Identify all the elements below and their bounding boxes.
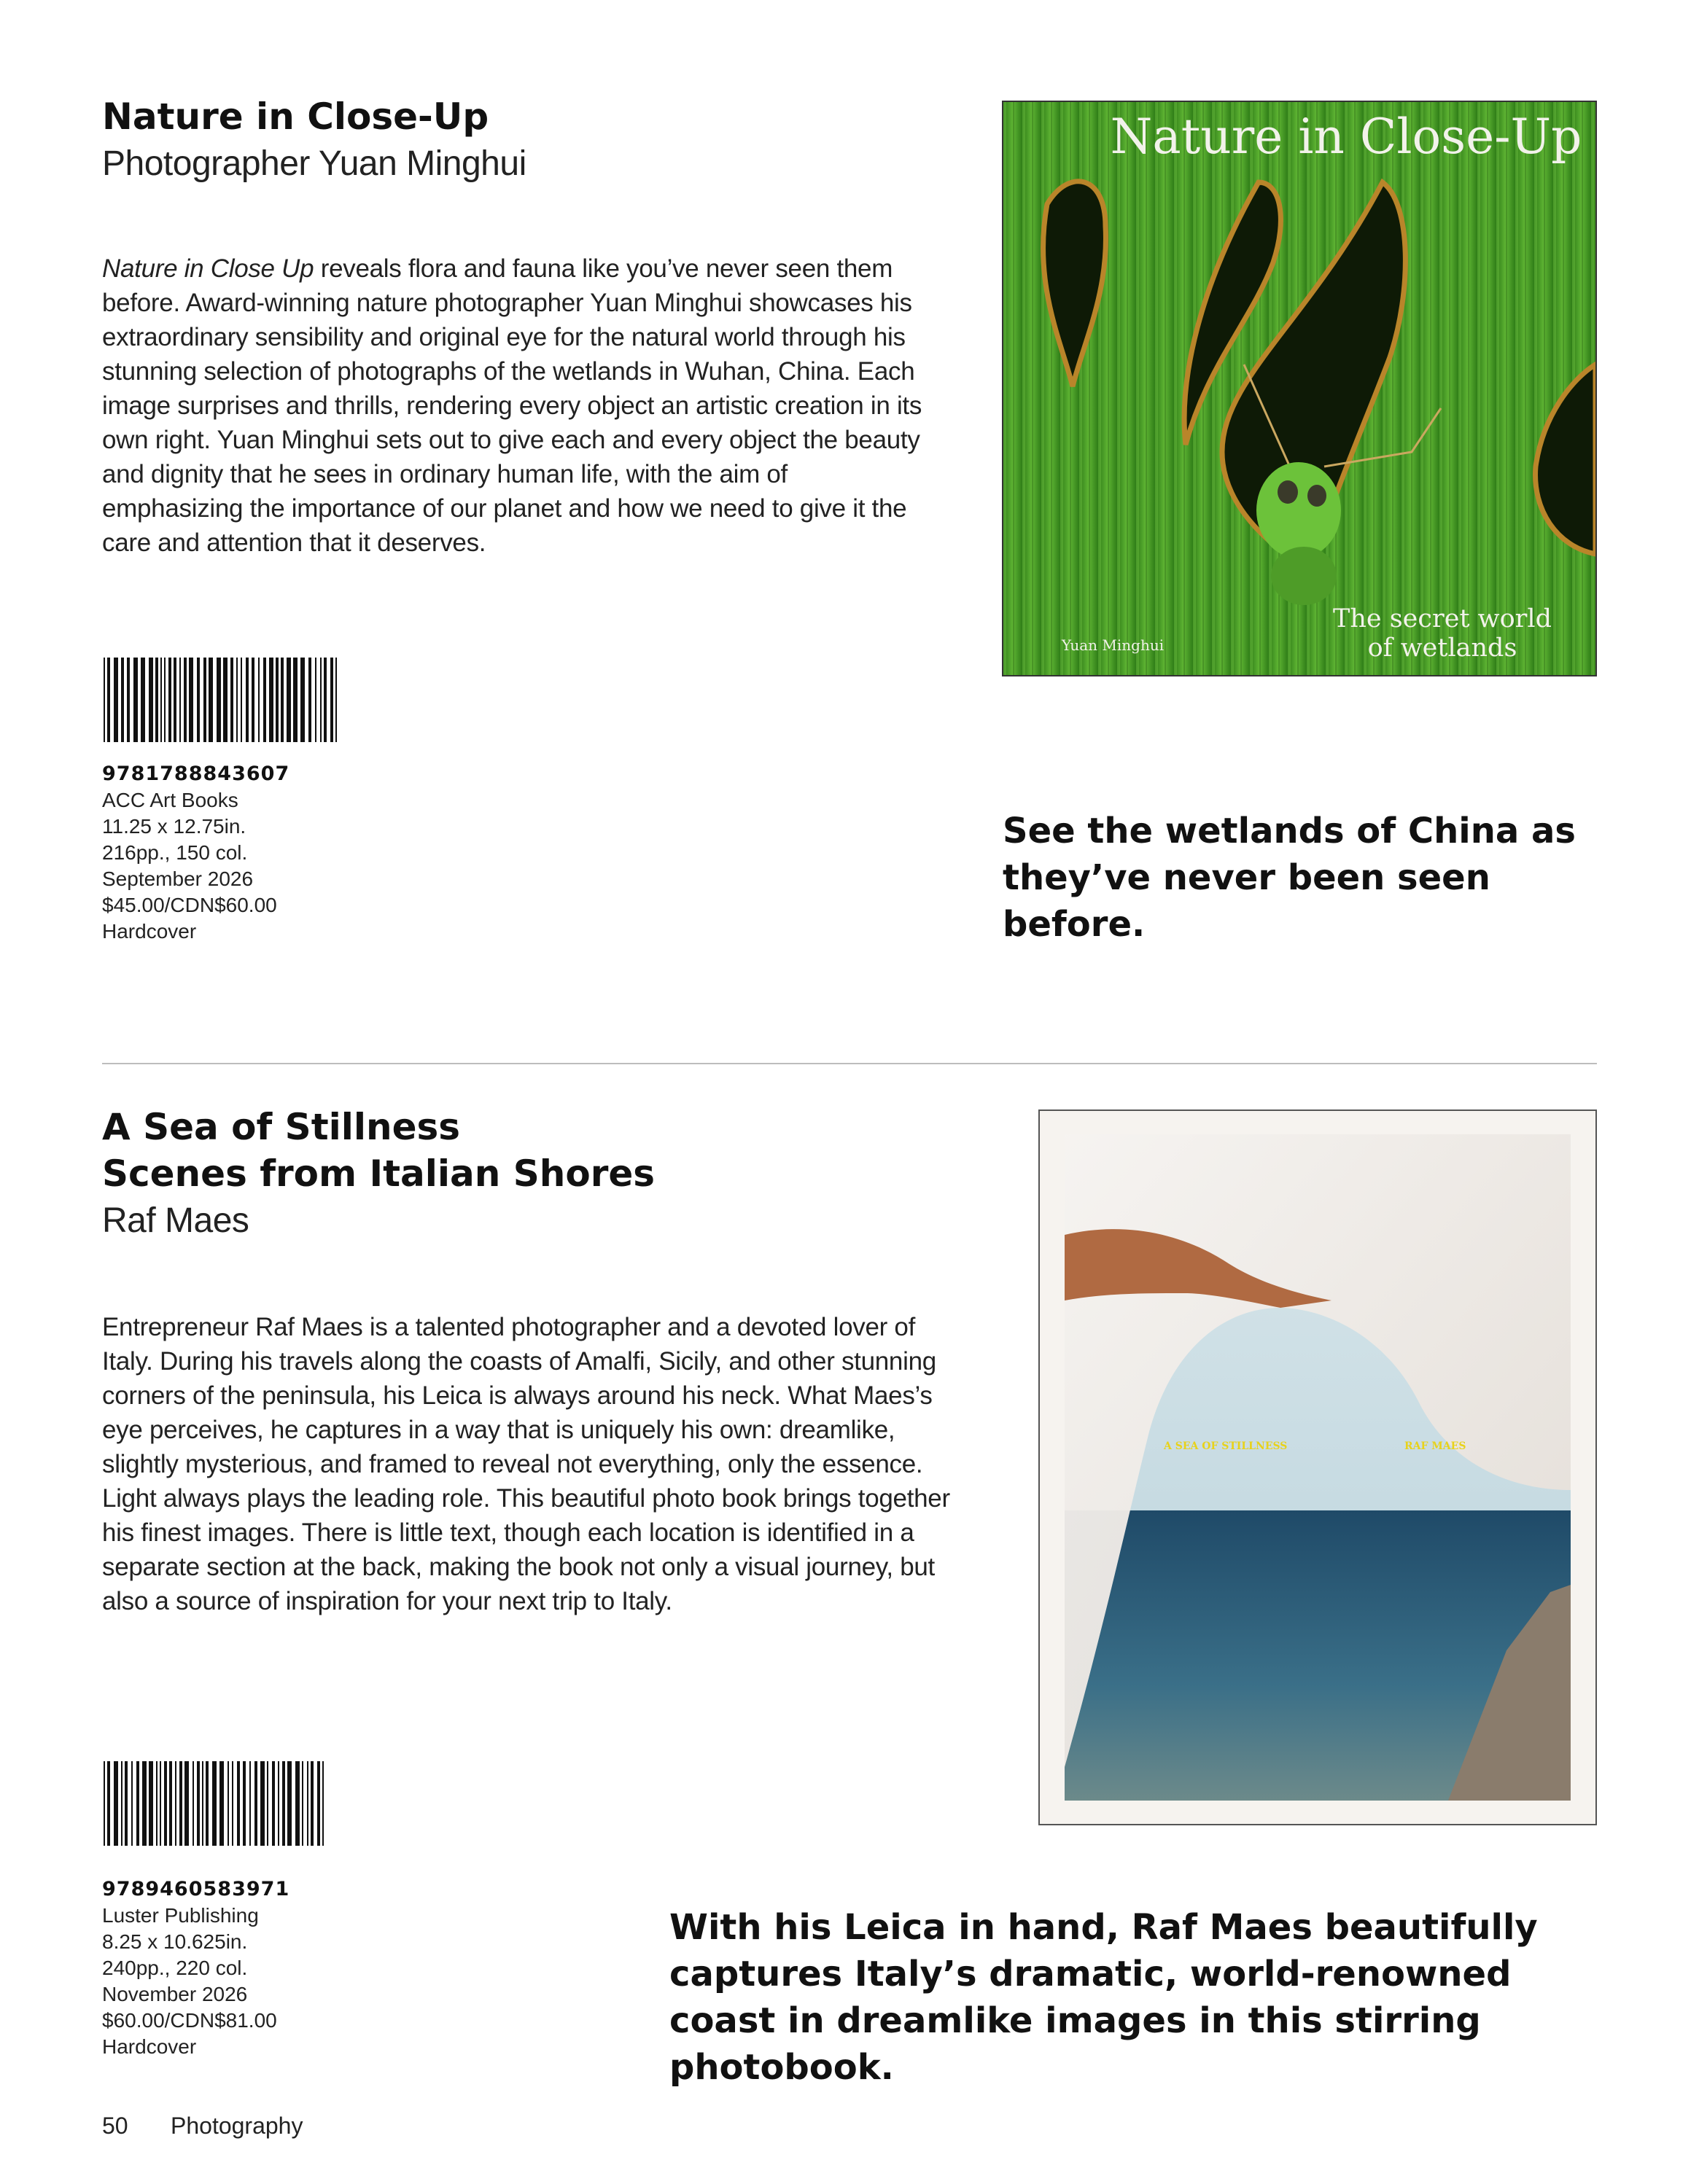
book1-publisher: ACC Art Books [102, 789, 238, 811]
barcode-bar [133, 658, 138, 742]
book2-cover [1038, 1109, 1597, 1825]
book2-dimensions: 8.25 x 10.625in. [102, 1930, 248, 1953]
barcode-bar [189, 658, 193, 742]
book1-dimensions: 11.25 x 12.75in. [102, 815, 246, 838]
barcode-bar [184, 658, 187, 742]
barcode-bar [252, 658, 254, 742]
barcode-bar [322, 1761, 324, 1846]
barcode-bar [184, 1761, 189, 1846]
barcode-bar [212, 1761, 217, 1846]
barcode-bar [206, 1761, 209, 1846]
barcode-bar [203, 658, 206, 742]
barcode-bar [269, 658, 273, 742]
barcode-bar [258, 658, 260, 742]
book1-cover-author: Yuan Minghui [1061, 636, 1165, 654]
barcode-bar [127, 658, 130, 742]
barcode-bar [160, 658, 162, 742]
barcode-bar [324, 658, 327, 742]
book2-title-1: A Sea of Stillness [102, 1106, 461, 1148]
barcode-bar [217, 658, 221, 742]
book1-pages: 216pp., 150 col. [102, 841, 248, 864]
barcode-bar [179, 1761, 182, 1846]
barcode-bar [121, 658, 124, 742]
book1-isbn: 9781788843607 [102, 763, 290, 785]
book2-format: Hardcover [102, 2035, 197, 2058]
barcode-bar [149, 658, 153, 742]
section-name: Photography [171, 2113, 303, 2139]
book2-price: $60.00/CDN$81.00 [102, 2009, 277, 2032]
barcode-bar [315, 658, 316, 742]
barcode-bar [125, 1761, 128, 1846]
book2-barcode [104, 1761, 351, 1846]
book1-description-italic: Nature in Close Up [102, 254, 314, 283]
book2-title-2: Scenes from Italian Shores [102, 1153, 656, 1195]
barcode-bar [320, 658, 322, 742]
barcode-bar [302, 1761, 303, 1846]
book1-format: Hardcover [102, 920, 197, 943]
barcode-bar [197, 1761, 200, 1846]
barcode-bar [219, 1761, 224, 1846]
barcode-bar [311, 1761, 314, 1846]
barcode-bar [300, 658, 305, 742]
section-divider [102, 1063, 1597, 1064]
barcode-bar [249, 1761, 251, 1846]
book1-cover-title: Nature in Close-Up [1110, 109, 1582, 165]
barcode-bar [260, 1761, 265, 1846]
barcode-bar [237, 1761, 240, 1846]
book1-pull-quote: See the wetlands of China as they’ve never been seen before. [1003, 811, 1576, 945]
barcode-bar [254, 1761, 257, 1846]
book1-details [102, 761, 289, 945]
barcode-bar [287, 658, 291, 742]
barcode-bar [149, 1761, 153, 1846]
barcode-bar [121, 1761, 123, 1846]
book1-author: Photographer Yuan Minghui [102, 144, 526, 183]
barcode-bar [293, 658, 298, 742]
barcode-bar [164, 1761, 167, 1846]
barcode-bar [317, 1761, 320, 1846]
barcode-bar [307, 1761, 308, 1846]
barcode-bar [179, 658, 181, 742]
book2-pull-quote: With his Leica in hand, Raf Maes beautifully captures Italy’s dramatic, world-renowned coast in dreamlike images in this stirring photobook. [669, 1907, 1538, 2088]
barcode-bar [246, 658, 249, 742]
book1-cover-tagline-2: of wetlands [1367, 633, 1517, 663]
barcode-bar [281, 658, 284, 742]
barcode-bar [175, 1761, 176, 1846]
book2-details [102, 1876, 289, 2060]
barcode-bar [142, 1761, 147, 1846]
barcode-bar [232, 1761, 233, 1846]
book2-cover-art [1040, 1111, 1595, 1824]
barcode-bar [107, 1761, 110, 1846]
barcode-bar [156, 1761, 158, 1846]
barcode-bar [160, 1761, 161, 1846]
barcode-bar [272, 1761, 275, 1846]
book2-isbn: 9789460583971 [102, 1878, 290, 1900]
barcode-bar [230, 658, 233, 742]
barcode-bar [155, 658, 158, 742]
barcode-bar [168, 658, 171, 742]
barcode-bar [241, 658, 242, 742]
barcode-bar [276, 658, 279, 742]
book1-barcode [104, 658, 351, 742]
book1-title: Nature in Close-Up [102, 95, 489, 138]
barcode-bar [295, 1761, 300, 1846]
barcode-bar [243, 1761, 246, 1846]
barcode-bar [114, 658, 118, 742]
barcode-bar [193, 1761, 194, 1846]
book2-cover-author: RAF MAES [1404, 1440, 1466, 1452]
barcode-bar [174, 658, 176, 742]
book2-date: November 2026 [102, 1983, 248, 2005]
barcode-bar [104, 658, 105, 742]
book1-price: $45.00/CDN$60.00 [102, 894, 277, 916]
barcode-bar [104, 1761, 105, 1846]
barcode-bar [131, 1761, 133, 1846]
barcode-bar [164, 658, 166, 742]
barcode-bar [330, 658, 333, 742]
barcode-bar [107, 658, 110, 742]
book2-cover-title: A SEA OF STILLNESS [1164, 1440, 1288, 1452]
book2-pages: 240pp., 220 col. [102, 1957, 248, 1979]
barcode-bar [335, 658, 337, 742]
barcode-bar [278, 1761, 279, 1846]
barcode-bar [287, 1761, 292, 1846]
barcode-bar [202, 1761, 203, 1846]
barcode-bar [228, 1761, 229, 1846]
book1-date: September 2026 [102, 867, 254, 890]
barcode-bar [209, 658, 213, 742]
barcode-bar [223, 658, 228, 742]
book2-description-text: Entrepreneur Raf Maes is a talented photographer and a devoted lover of Italy. During his travels along the coasts of Amalfi, Sicily, and other stunning corners of the peninsula, his Leica is always around his neck. What Maes’s eye perceives, he captures in a way that is uniquely his own: dreamlike, slightly mysterious, and framed to reveal not everything, only the essence. Light always plays the leading role. This beautiful photo book brings together his finest images. There is little text, though each location is identified in a separate section at the back, making the book not only a visual journey, but also a source of inspiration for your next trip to Italy. [102, 1313, 950, 1615]
barcode-bar [169, 1761, 172, 1846]
book1-cover-art [1003, 102, 1595, 675]
book1-description-rest: reveals flora and fauna like you’ve never seen them before. Award-winning nature photographer Yuan Minghui showcases his extraordinary sensibility and original eye for the natural world through his stunning selection of photographs of the wetlands in Wuhan, China. Each image surprises and thrills, rendering every object an artistic creation in its own right. Yuan Minghui sets out to give each and every object the beauty and dignity that he sees in ordinary human life, with the aim of emphasizing the importance of our planet and how we need to give it the care and attention that it deserves. [102, 254, 922, 557]
barcode-bar [267, 1761, 268, 1846]
page-number: 50 [102, 2113, 128, 2139]
barcode-bar [282, 1761, 285, 1846]
book1-description [102, 251, 933, 560]
barcode-bar [136, 1761, 139, 1846]
book1-cover-tagline-1: The secret world [1333, 604, 1552, 633]
barcode-bar [263, 658, 266, 742]
barcode-bar [114, 1761, 118, 1846]
barcode-bar [236, 658, 238, 742]
barcode-bar [141, 658, 145, 742]
book1-cover [1002, 101, 1597, 676]
barcode-bar [308, 658, 311, 742]
book2-publisher: Luster Publishing [102, 1904, 259, 1927]
barcode-bar [197, 658, 200, 742]
book2-author: Raf Maes [102, 1201, 249, 1240]
book2-description [102, 1310, 963, 1618]
